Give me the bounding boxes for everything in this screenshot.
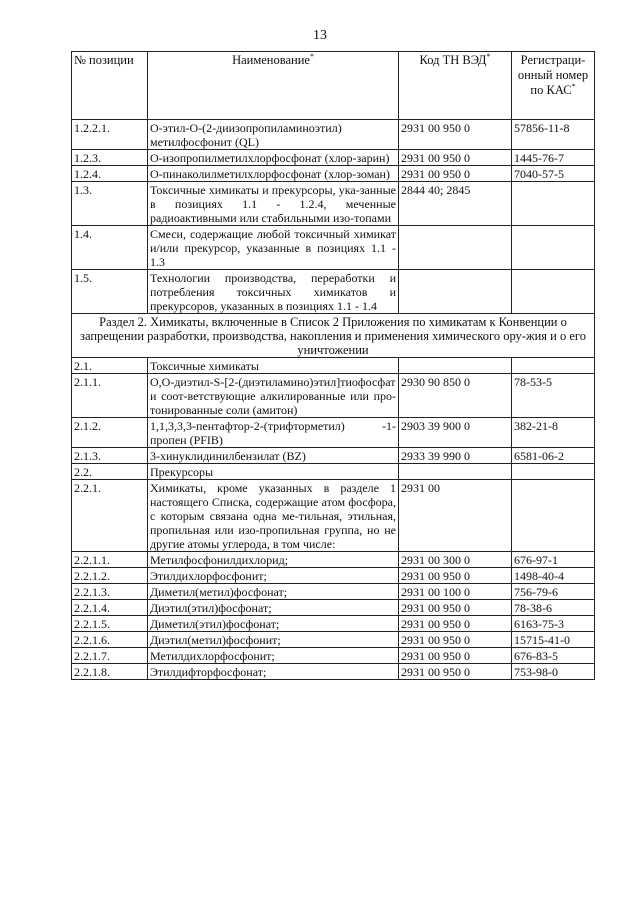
- table-row: [72, 632, 595, 648]
- position-cell: 2.1.3.: [72, 448, 148, 464]
- position-cell: 2.2.1.8.: [72, 664, 148, 680]
- table-body-part1: [72, 120, 595, 314]
- cas-cell: 6163-75-3: [512, 616, 595, 632]
- cas-cell: 382-21-8: [512, 418, 595, 448]
- chemicals-table: [71, 51, 595, 680]
- code-cell: 2931 00 950 0: [399, 166, 512, 182]
- name-cell: Диметил(этил)фосфонат;: [148, 616, 399, 632]
- cas-cell: 1445-76-7: [512, 150, 595, 166]
- code-cell: 2931 00: [399, 480, 512, 552]
- table-row: [72, 448, 595, 464]
- name-cell: Диэтил(метил)фосфонит;: [148, 632, 399, 648]
- cas-cell: 78-53-5: [512, 374, 595, 418]
- name-cell: Этилдихлорфосфонит;: [148, 568, 399, 584]
- name-cell: Технологии производства, переработки и потребления токсичных химикатов и прекурсоров, указанных в позициях 1.1 - 1.4: [148, 270, 399, 314]
- cas-cell: 676-97-1: [512, 552, 595, 568]
- cas-cell: [512, 270, 595, 314]
- name-cell: Смеси, содержащие любой токсичный химикат и/или прекурсор, указанные в позициях 1.1 - 1.3: [148, 226, 399, 270]
- code-cell: 2931 00 950 0: [399, 120, 512, 150]
- table-row: [72, 584, 595, 600]
- position-cell: 2.1.1.: [72, 374, 148, 418]
- code-cell: [399, 226, 512, 270]
- header-position: № позиции: [72, 52, 148, 120]
- table-row: [72, 480, 595, 552]
- name-cell: О,О-диэтил-S-[2-(диэтиламино)этил]тиофосфат и соот-ветствующие алкилированные или про-тонированные соли (амитон): [148, 374, 399, 418]
- table-row: [72, 600, 595, 616]
- position-cell: 1.5.: [72, 270, 148, 314]
- cas-cell: [512, 480, 595, 552]
- name-cell: О-изопропилметилхлорфосфонат (хлор-зарин): [148, 150, 399, 166]
- code-cell: 2931 00 950 0: [399, 568, 512, 584]
- position-cell: 2.1.: [72, 358, 148, 374]
- code-cell: 2931 00 950 0: [399, 150, 512, 166]
- table-row: [72, 166, 595, 182]
- cas-cell: 756-79-6: [512, 584, 595, 600]
- code-cell: 2931 00 950 0: [399, 600, 512, 616]
- table-row: [72, 616, 595, 632]
- table-row: [72, 120, 595, 150]
- name-cell: 1,1,3,3,3-пентафтор-2-(трифторметил) -1-пропен (PFIB): [148, 418, 399, 448]
- cas-cell: 676-83-5: [512, 648, 595, 664]
- page-number: 13: [313, 28, 327, 43]
- cas-cell: [512, 226, 595, 270]
- name-cell: Диметил(метил)фосфонат;: [148, 584, 399, 600]
- header-cas: Регистраци- онный номер по КАС*: [512, 52, 595, 120]
- name-cell: Токсичные химикаты: [148, 358, 399, 374]
- name-cell: Прекурсоры: [148, 464, 399, 480]
- table-row: [72, 182, 595, 226]
- name-cell: Метилдихлорфосфонит;: [148, 648, 399, 664]
- position-cell: 2.2.: [72, 464, 148, 480]
- code-cell: 2931 00 950 0: [399, 664, 512, 680]
- table-row: [72, 358, 595, 374]
- code-cell: 2931 00 950 0: [399, 616, 512, 632]
- table-row: [72, 226, 595, 270]
- position-cell: 2.2.1.6.: [72, 632, 148, 648]
- cas-cell: 15715-41-0: [512, 632, 595, 648]
- code-cell: 2844 40; 2845: [399, 182, 512, 226]
- position-cell: 2.2.1.3.: [72, 584, 148, 600]
- section-title: Раздел 2. Химикаты, включенные в Список 2 Приложения по химикатам к Конвенции о запрещении разработки, производства, накопления и применения химического ору-жия и о его уничтожении: [72, 314, 595, 358]
- section-row: [72, 314, 595, 358]
- cas-cell: 6581-06-2: [512, 448, 595, 464]
- cas-cell: [512, 464, 595, 480]
- position-cell: 2.2.1.1.: [72, 552, 148, 568]
- table-row: [72, 664, 595, 680]
- table-row: [72, 464, 595, 480]
- position-cell: 1.3.: [72, 182, 148, 226]
- code-cell: [399, 270, 512, 314]
- name-cell: Этилдифторфосфонат;: [148, 664, 399, 680]
- code-cell: 2931 00 300 0: [399, 552, 512, 568]
- table-row: [72, 568, 595, 584]
- name-cell: Токсичные химикаты и прекурсоры, ука-занные в позициях 1.1 - 1.2.4, меченные радиоактивными или стабильными изо-топами: [148, 182, 399, 226]
- cas-cell: 1498-40-4: [512, 568, 595, 584]
- header-code: Код ТН ВЭД*: [399, 52, 512, 120]
- code-cell: 2931 00 950 0: [399, 632, 512, 648]
- position-cell: 2.2.1.2.: [72, 568, 148, 584]
- table-header-row: [72, 52, 595, 120]
- table-body-part2: [72, 358, 595, 680]
- position-cell: 2.2.1.: [72, 480, 148, 552]
- table-row: [72, 150, 595, 166]
- table-row: [72, 552, 595, 568]
- cas-cell: [512, 358, 595, 374]
- code-cell: 2931 00 100 0: [399, 584, 512, 600]
- name-cell: Химикаты, кроме указанных в разделе 1 настоящего Списка, содержащие атом фосфора, с которым связана одна ме-тильная, этильная, пропильная или изо-пропильная группа, но не другие атомы углерода, в том числе:: [148, 480, 399, 552]
- cas-cell: [512, 182, 595, 226]
- position-cell: 2.1.2.: [72, 418, 148, 448]
- cas-cell: 57856-11-8: [512, 120, 595, 150]
- code-cell: 2933 39 990 0: [399, 448, 512, 464]
- header-name: Наименование*: [148, 52, 399, 120]
- cas-cell: 7040-57-5: [512, 166, 595, 182]
- name-cell: О-пинаколилметилхлорфосфонат (хлор-зоман): [148, 166, 399, 182]
- code-cell: 2930 90 850 0: [399, 374, 512, 418]
- name-cell: Метилфосфонилдихлорид;: [148, 552, 399, 568]
- table-row: [72, 648, 595, 664]
- name-cell: Диэтил(этил)фосфонат;: [148, 600, 399, 616]
- position-cell: 1.2.2.1.: [72, 120, 148, 150]
- cas-cell: 78-38-6: [512, 600, 595, 616]
- name-cell: О-этил-О-(2-диизопропиламиноэтил) метилфосфонит (QL): [148, 120, 399, 150]
- table-row: [72, 374, 595, 418]
- table-row: [72, 418, 595, 448]
- position-cell: 1.2.4.: [72, 166, 148, 182]
- code-cell: [399, 358, 512, 374]
- table-row: [72, 270, 595, 314]
- position-cell: 1.2.3.: [72, 150, 148, 166]
- code-cell: 2931 00 950 0: [399, 648, 512, 664]
- position-cell: 2.2.1.5.: [72, 616, 148, 632]
- cas-cell: 753-98-0: [512, 664, 595, 680]
- position-cell: 2.2.1.4.: [72, 600, 148, 616]
- code-cell: [399, 464, 512, 480]
- position-cell: 2.2.1.7.: [72, 648, 148, 664]
- name-cell: 3-хинуклидинилбензилат (BZ): [148, 448, 399, 464]
- position-cell: 1.4.: [72, 226, 148, 270]
- code-cell: 2903 39 900 0: [399, 418, 512, 448]
